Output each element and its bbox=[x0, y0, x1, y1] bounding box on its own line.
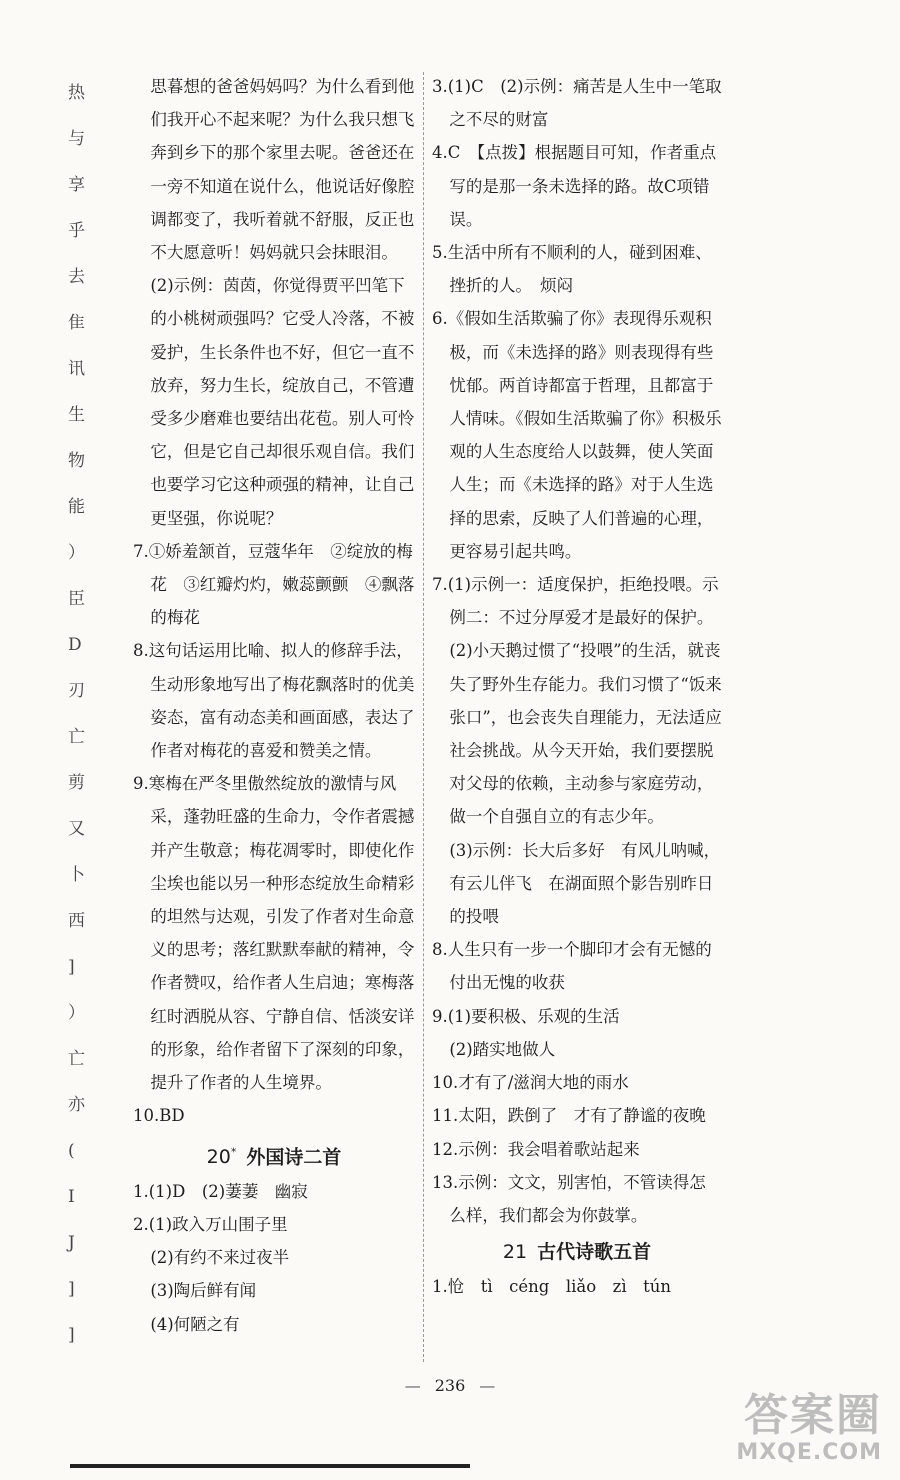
left-column bbox=[133, 70, 415, 1341]
answer-item: (3)示例：长大后多好 有风儿呐喊，有云儿伴飞 在湖面照个影告别昨日的投喂 bbox=[449, 840, 721, 927]
edge-fragment: I bbox=[68, 1187, 75, 1207]
answer-item: 4.C 【点拨】根据题目可知，作者重点写的是那一条未选择的路。故C项错误。 bbox=[432, 143, 717, 229]
edge-fragment: 享 bbox=[68, 175, 85, 195]
edge-fragment: D bbox=[68, 635, 82, 655]
answer-item: (2)有约不来过夜半 bbox=[150, 1248, 290, 1268]
site-watermark-logo bbox=[682, 1392, 882, 1466]
bottom-rule bbox=[70, 1464, 470, 1468]
answer-item: 3.(1)C (2)示例：痛苦是人生中一笔取之不尽的财富 bbox=[432, 77, 722, 130]
answer-item: 13.示例：文文，别害怕，不管读得怎么样，我们都会为你鼓掌。 bbox=[432, 1172, 706, 1225]
edge-fragment: ( bbox=[68, 1141, 75, 1161]
edge-fragment: 亡 bbox=[68, 727, 85, 747]
answer-item: (2)示例：茵茵，你觉得贾平凹笔下的小桃树顽强吗？它受人冷落，不被爱护，生长条件也不好，但它一直不放弃，努力生长，绽放自己，不管遭受多少磨难也要结出花苞。别人可怜它，但是它自己却很乐观自信。我们也要学习它这种顽强的精神，让自己更坚强，你说呢？ bbox=[150, 276, 415, 528]
column-divider bbox=[423, 72, 424, 1362]
answer-item: 6.《假如生活欺骗了你》表现得乐观积极，而《未选择的路》则表现得有些忧郁。两首诗都富于哲理，且都富于人情味。《假如生活欺骗了你》积极乐观的人生态度给人以鼓舞，使人笑面人生；而《未选择的路》对于人生选择的思索，反映了人们普遍的心理，更容易引起共鸣。 bbox=[432, 309, 722, 561]
answer-item: 8.人生只有一步一个脚印才会有无憾的付出无愧的收获 bbox=[432, 940, 712, 993]
edge-fragment: 生 bbox=[68, 405, 85, 425]
edge-fragment: 臣 bbox=[68, 589, 85, 609]
answer-item: 10.才有了/滋润大地的雨水 bbox=[432, 1073, 629, 1093]
edge-fragment: 又 bbox=[68, 819, 85, 839]
answer-item: 1.怆 tì céng liǎo zì tún bbox=[432, 1277, 672, 1297]
answer-item: 11.太阳，跌倒了 才有了静谧的夜晚 bbox=[432, 1106, 706, 1126]
edge-fragment: 能 bbox=[68, 497, 85, 517]
answer-item: 9.(1)要积极、乐观的生活 bbox=[432, 1006, 620, 1026]
section-mark: * bbox=[230, 1145, 237, 1159]
section-number: 21 bbox=[502, 1241, 528, 1264]
watermark-url: MXQE.COM bbox=[736, 1440, 882, 1465]
answer-item: 8.这句话运用比喻、拟人的修辞手法，生动形象地写出了梅花飘落时的优美姿态，富有动态美和画面感，表达了作者对梅花的喜爱和赞美之情。 bbox=[133, 641, 415, 761]
section-heading-21 bbox=[432, 1234, 722, 1270]
answer-item: 12.示例：我会唱着歌站起来 bbox=[432, 1139, 640, 1159]
section-heading-20 bbox=[133, 1135, 415, 1175]
section-number: 20 bbox=[206, 1145, 231, 1168]
watermark-title: 答案圈 bbox=[744, 1390, 882, 1441]
edge-fragment: 剪 bbox=[68, 773, 85, 793]
answer-item: 7.①娇羞颔首，豆蔻华年 ②绽放的梅花 ③红瓣灼灼，嫩蕊颤颤 ④飘落的梅花 bbox=[133, 541, 415, 628]
edge-fragment: 与 bbox=[68, 129, 85, 149]
footer-dash-left: — bbox=[404, 1376, 421, 1395]
answer-item: 5.生活中所有不顺利的人，碰到困难、挫折的人。 烦闷 bbox=[432, 243, 712, 296]
edge-fragment: ） bbox=[68, 543, 85, 563]
answer-item: (4)何陋之有 bbox=[150, 1314, 240, 1334]
edge-fragment: 热 bbox=[68, 83, 85, 103]
right-column bbox=[432, 70, 722, 1303]
answer-item: (2)踏实地做人 bbox=[449, 1039, 556, 1059]
edge-fragment: 乎 bbox=[68, 221, 85, 241]
edge-fragment: 去 bbox=[68, 267, 85, 287]
edge-fragment: 刃 bbox=[68, 681, 85, 701]
edge-fragment: 物 bbox=[68, 451, 85, 471]
edge-fragment: ） bbox=[68, 1003, 85, 1023]
answer-item: (3)陶后鲜有闻 bbox=[150, 1281, 257, 1301]
edge-fragment: ] bbox=[68, 1279, 75, 1299]
answer-item: 10.BD bbox=[133, 1106, 185, 1126]
footer-dash-right: — bbox=[479, 1376, 496, 1395]
edge-fragment: J bbox=[68, 1233, 75, 1253]
answer-item: 9.寒梅在严冬里傲然绽放的激情与风采，蓬勃旺盛的生命力，令作者震撼并产生敬意；梅花凋零时，即使化作尘埃也能以另一种形态绽放生命精彩的坦然与达观，引发了作者对生命意义的思考；落红默默奉献的精神，令作者赞叹，给作者人生启迪；寒梅落红时洒脱从容、宁静自信、恬淡安详的形象，给作者留下了深刻的印象，提升了作者的人生境界。 bbox=[133, 774, 415, 1093]
answer-item: 思暮想的爸爸妈妈吗？为什么看到他们我开心不起来呢？为什么我只想飞奔到乡下的那个家里去呢。爸爸还在一旁不知道在说什么，他说话好像腔调都变了，我听着就不舒服，反正也不大愿意听！妈妈就只会抹眼泪。 bbox=[150, 77, 415, 263]
edge-fragment: 亦 bbox=[68, 1095, 85, 1115]
edge-fragment: 西 bbox=[68, 911, 85, 931]
edge-fragment: 隹 bbox=[68, 313, 85, 333]
answer-item: 2.(1)政入万山围子里 bbox=[133, 1215, 288, 1235]
answer-item: 7.(1)示例一：适度保护，拒绝投喂。示例二：不过分厚爱才是最好的保护。 bbox=[432, 575, 719, 628]
section-title: 外国诗二首 bbox=[246, 1145, 342, 1168]
page-number: 236 bbox=[434, 1376, 466, 1395]
section-title: 古代诗歌五首 bbox=[537, 1241, 652, 1264]
answer-item: 1.(1)D (2)萋萋 幽寂 bbox=[133, 1181, 308, 1201]
answer-item: (2)小天鹅过惯了“投喂”的生活，就丧失了野外生存能力。我们习惯了“饭来张口”，也会丧失自理能力，无法适应社会挑战。从今天开始，我们要摆脱对父母的依赖，主动参与家庭劳动，做一个自强自立的有志少年。 bbox=[449, 641, 722, 827]
edge-fragment: ] bbox=[68, 957, 75, 977]
cropped-edge-text bbox=[68, 70, 108, 1358]
edge-fragment: 卜 bbox=[68, 865, 85, 885]
edge-fragment: 亡 bbox=[68, 1049, 85, 1069]
edge-fragment: 讯 bbox=[68, 359, 85, 379]
edge-fragment: ] bbox=[68, 1325, 75, 1345]
